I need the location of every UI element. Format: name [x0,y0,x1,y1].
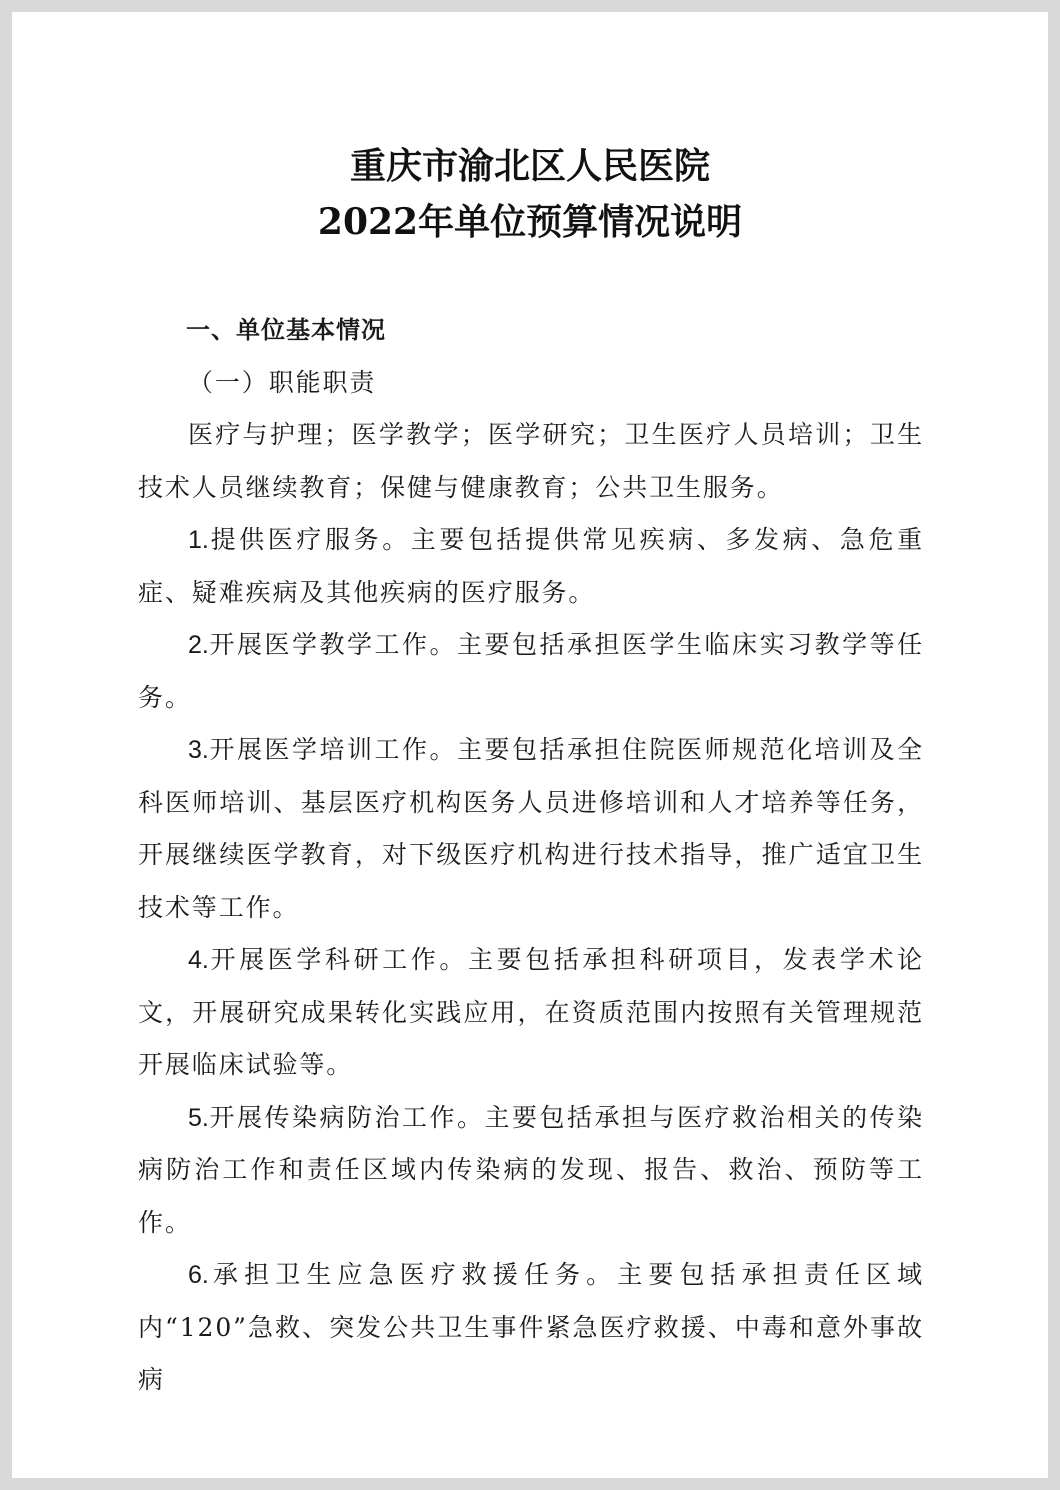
document-title-line-2: 2022年单位预算情况说明 [317,201,743,243]
intro-paragraph: 医疗与护理；医学教学；医学研究；卫生医疗人员培训；卫生技术人员继续教育；保健与健康教育；公共卫生服务。 [138,420,924,502]
section-heading: 一、单位基本情况 [186,316,386,344]
item-number: 6. [188,1261,209,1289]
item-text: 开展医学培训工作。主要包括承担住院医师规范化培训及全科医师培训、基层医疗机构医务人员进修培训和人才培养等任务，开展继续医学教育，对下级医疗机构进行技术指导，推广适宜卫生技术等工作。 [138,735,924,922]
item-number: 2. [188,631,209,659]
item-text: 承担卫生应急医疗救援任务。主要包括承担责任区域内“120”急救、突发公共卫生事件紧急医疗救援、中毒和意外事故病 [138,1260,924,1394]
item-number: 3. [188,736,209,764]
list-item [138,934,924,1092]
list-item [138,619,924,724]
item-number: 1. [188,526,209,554]
list-item [138,1249,924,1407]
item-text: 提供医疗服务。主要包括提供常见疾病、多发病、急危重症、疑难疾病及其他疾病的医疗服务。 [138,525,924,607]
item-number: 4. [188,946,209,974]
item-text: 开展传染病防治工作。主要包括承担与医疗救治相关的传染病防治工作和责任区域内传染病的发现、报告、救治、预防等工作。 [138,1102,924,1237]
document-title-line-1: 重庆市渝北区人民医院 [349,145,710,187]
item-text: 开展医学科研工作。主要包括承担科研项目，发表学术论文，开展研究成果转化实践应用，在资质范围内按照有关管理规范开展临床试验等。 [138,945,924,1079]
document-page [12,12,1048,1478]
item-number: 5. [188,1103,209,1132]
subsection-heading: （一）职能职责 [188,367,377,397]
document-body [138,304,924,1407]
list-item [138,1092,924,1250]
item-text: 开展医学教学工作。主要包括承担医学生临床实习教学等任务。 [138,630,924,712]
list-item [138,514,924,619]
list-item [138,724,924,934]
